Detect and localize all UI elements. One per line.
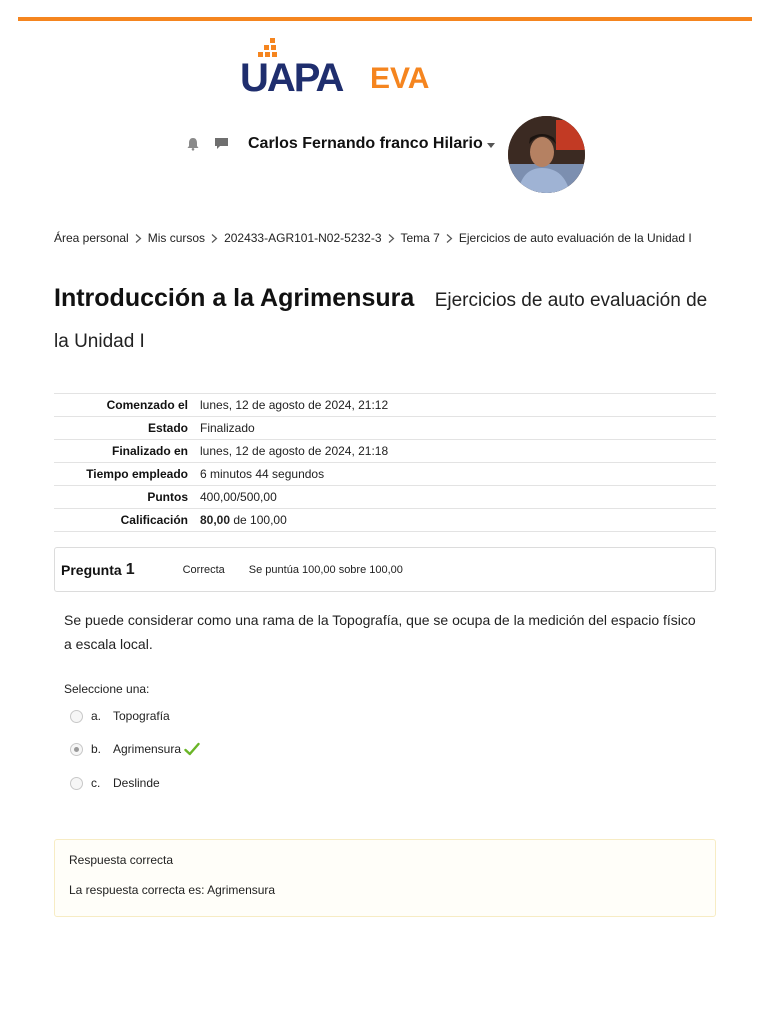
table-row xyxy=(54,417,716,440)
quiz-title: Ejercicios de auto evaluación de la Unidad I xyxy=(54,290,708,352)
table-row xyxy=(54,486,716,509)
answer-option-a[interactable] xyxy=(70,707,170,725)
option-letter: a. xyxy=(91,709,102,723)
table-row xyxy=(54,440,716,463)
question-number: 1 xyxy=(125,560,135,578)
logo-uapa-text: UAPA xyxy=(240,56,343,100)
breadcrumb xyxy=(54,231,692,245)
summary-value xyxy=(194,509,716,532)
radio-button[interactable] xyxy=(70,777,83,790)
question-info-box xyxy=(54,547,716,592)
summary-label: Tiempo empleado xyxy=(86,467,188,481)
feedback-result: Respuesta correcta xyxy=(69,853,174,867)
answer-option-c[interactable] xyxy=(70,774,160,792)
top-accent-rule xyxy=(18,17,752,21)
table-row xyxy=(54,394,716,417)
summary-value: 6 minutos 44 segundos xyxy=(200,467,325,481)
breadcrumb-item-course[interactable]: 202433-AGR101-N02-5232-3 xyxy=(224,231,382,245)
chevron-right-icon xyxy=(388,234,395,243)
summary-label: Puntos xyxy=(147,490,188,504)
breadcrumb-item-current[interactable]: Ejercicios de auto evaluación de la Unidad I xyxy=(458,231,692,245)
summary-label: Estado xyxy=(147,421,188,435)
summary-value: lunes, 12 de agosto de 2024, 21:12 xyxy=(200,398,389,412)
question-state: Correcta xyxy=(182,563,225,576)
chat-icon[interactable] xyxy=(212,135,230,153)
course-title: Introducción a la Agrimensura xyxy=(54,284,415,312)
table-row xyxy=(54,463,716,486)
chevron-right-icon xyxy=(446,234,453,243)
check-icon xyxy=(184,742,200,756)
option-text: Agrimensura xyxy=(113,742,182,756)
grade-total: de 100,00 xyxy=(230,513,287,527)
feedback-correct-answer: La respuesta correcta es: Agrimensura xyxy=(69,883,276,897)
summary-value: 400,00/500,00 xyxy=(200,490,277,504)
option-text: Topografía xyxy=(113,709,170,723)
answer-option-b[interactable] xyxy=(70,740,200,758)
page-title xyxy=(54,278,714,363)
question-grade: Se puntúa 100,00 sobre 100,00 xyxy=(248,563,403,576)
question-text: Se puede considerar como una rama de la Topografía, que se ocupa de la medición del espacio físico a escala local. xyxy=(64,612,696,652)
chevron-right-icon xyxy=(211,234,218,243)
option-text: Deslinde xyxy=(113,776,160,790)
option-letter: b. xyxy=(91,742,102,756)
grade-value: 80,00 xyxy=(200,513,231,527)
summary-label: Comenzado el xyxy=(106,398,188,412)
question-label: Pregunta xyxy=(61,561,122,578)
breadcrumb-item-tema[interactable]: Tema 7 xyxy=(400,231,440,245)
user-bar xyxy=(184,128,495,160)
summary-value: Finalizado xyxy=(200,421,255,435)
feedback-box xyxy=(54,839,716,917)
user-name[interactable]: Carlos Fernando franco Hilario xyxy=(248,135,483,152)
summary-label: Calificación xyxy=(120,513,188,527)
answer-prompt: Seleccione una: xyxy=(64,682,150,696)
chevron-right-icon xyxy=(135,234,142,243)
option-letter: c. xyxy=(91,776,101,790)
site-logo[interactable] xyxy=(234,36,534,106)
attempt-summary-table xyxy=(54,393,716,532)
summary-value: lunes, 12 de agosto de 2024, 21:18 xyxy=(200,444,389,458)
bell-icon[interactable] xyxy=(184,135,202,153)
table-row xyxy=(54,509,716,532)
breadcrumb-item-mis-cursos[interactable]: Mis cursos xyxy=(147,231,206,245)
radio-button-selected[interactable] xyxy=(70,743,83,756)
avatar[interactable] xyxy=(508,116,585,193)
breadcrumb-item-area-personal[interactable]: Área personal xyxy=(54,231,129,245)
radio-button[interactable] xyxy=(70,710,83,723)
logo-eva-text: EVA xyxy=(370,62,430,95)
summary-label: Finalizado en xyxy=(111,444,188,458)
chevron-down-icon[interactable] xyxy=(487,143,495,148)
